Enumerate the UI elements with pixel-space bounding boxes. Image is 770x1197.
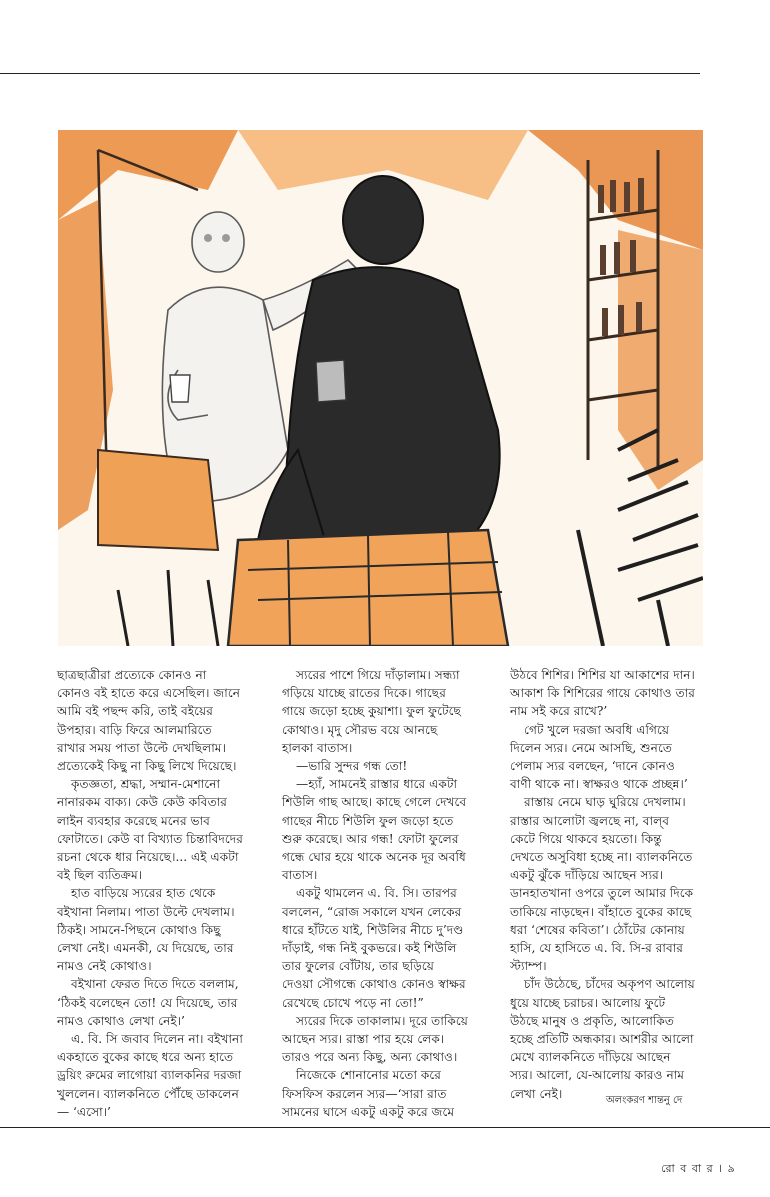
paragraph: উঠবে শিশির। শিশির যা আকাশের দান। আকাশ কি শিশিরের গায়ে কোথাও তার নাম সই করে রাখে?’ — [510, 668, 695, 719]
text-column-3 — [510, 666, 696, 1103]
paragraph: কৃতজ্ঞতা, শ্রদ্ধা, সম্মান-মেশানো নানারকম বাক্য। কেউ কেউ কবিতার লাইন ব্যবহার করেছে মনের ভাব ফোটাতে। কেউ বা বিখ্যাত চিন্তাবিদদের রচনা থেকে ধার নিয়েছে।... এই একটা বই ছিল ব্যতিক্রম। — [57, 777, 243, 883]
paragraph: হাত বাড়িয়ে স্যরের হাত থেকে বইখানা নিলাম। পাতা উল্টে দেখলাম। ঠিকই। সামনে-পিছনে কোথাও কিছু লেখা নেই। এমনকী, যে দিয়েছে, তার নামও নেই কোথাও। — [57, 886, 235, 974]
paragraph: নিজেকে শোনানোর মতো করে ফিসফিস করলেন স্যর—‘সারা রাত সামনের ঘাসে একটু একটু করে জমে — [282, 1068, 455, 1119]
top-rule — [0, 73, 700, 74]
paragraph: ছাত্রছাত্রীরা প্রত্যেকে কোনও না কোনও বই হাতে করে এসেছিল। জানে আমি বই পছন্দ করি, তাই বইয়ের উপহার। বাড়ি ফিরে আলমারিতে রাখার সময় পাতা উল্টে দেখছিলাম। প্রত্যেকেই কিছু না কিছু লিখে দিয়েছে। — [57, 668, 240, 774]
illustration-credit: অলংকরণ শান্তনু দে — [606, 1095, 683, 1106]
paragraph: স্যরের পাশে গিয়ে দাঁড়ালাম। সন্ধ্যা গড়িয়ে যাচ্ছে রাতের দিকে। গাছের গায়ে জড়ো হচ্ছে কুয়াশা। ফুল ফুটেছে কোথাও। মৃদু সৌরভ বয়ে আনছে হালকা বাতাস। — [282, 668, 461, 755]
bottom-rule — [0, 1127, 770, 1128]
paragraph: একটু থামলেন এ. বি. সি। তারপর বললেন, “রোজ সকালে যখন লেকের ধারে হাঁটতে যাই, শিউলির নীচে দু’দণ্ড দাঁড়াই, গন্ধ নিই বুকভরে। কই শিউলি তার ফুলের বোঁটায়, তার ছড়িয়ে দেওয়া সৌগন্ধে কোথাও কোনও স্বাক্ষর রেখেছে চোখে পড়ে না তো!” — [282, 886, 466, 1010]
page-footer: রো ব বা র । ৯ — [661, 1162, 736, 1175]
paragraph: এ. বি. সি জবাব দিলেন না। বইখানা একহাতে বুকের কাছে ধরে অন্য হাতে ড্রয়িং রুমের লাগোয়া ব্যালকনির দরজা খুললেন। ব্যালকনিতে পৌঁছে ডাকলেন— ‘এসো।’ — [57, 1032, 243, 1119]
paragraph: —ভারি সুন্দর গন্ধ তো! — [296, 759, 408, 774]
paragraph: —হ্যাঁ, সামনেই রাস্তার ধারে একটা শিউলি গাছ আছে। কাছে গেলে দেখবে গাছের নীচে শিউলি ফুল জড়ো হতে শুরু করেছে। আর গন্ধ! ফোটা ফুলের গন্ধে ঘোর হয়ে থাকে অনেক দূর অবধি বাতাস। — [282, 777, 467, 883]
paragraph: রাস্তায় নেমে ঘাড় ঘুরিয়ে দেখলাম। রাস্তার আলোটা জ্বলছে না, বাল্‌ব কেটে গিয়ে থাকবে হয়তো। কিন্তু দেখতে অসুবিধা হচ্ছে না। ব্যালকনিতে একটু ঝুঁকে দাঁড়িয়ে আছেন স্যর। ডানহাতখানা ওপরে তুলে আমার দিকে তাকিয়ে নাড়ছেন। বাঁহাতে বুকের কাছে ধরা ‘শেষের কবিতা’। ঠোঁটের কোনায় হাসি, যে হাসিতে এ. বি. সি-র রাবার স্ট্যাম্প। — [510, 795, 694, 974]
paragraph: গেট খুলে দরজা অবধি এগিয়ে দিলেন স্যর। নেমে আসছি, শুনতে পেলাম স্যর বলছেন, ‘দানে কোনও বাণী থাকে না। স্বাক্ষরও থাকে প্রচ্ছন্ন।’ — [510, 722, 688, 792]
illustration-art — [58, 130, 703, 646]
paragraph: বইখানা ফেরত দিতে দিতে বললাম, ‘ঠিকই বলেছেন তো! যে দিয়েছে, তার নামও কোথাও লেখা নেই।’ — [57, 977, 239, 1028]
illustration — [58, 130, 703, 646]
paragraph: স্যরের দিকে তাকালাম। দূরে তাকিয়ে আছেন স্যর। রাস্তা পার হয়ে লেক। তারও পরে অন্য কিছু, অন্য কোথাও। — [282, 1013, 468, 1065]
text-column-1 — [57, 666, 243, 1121]
paragraph: চাঁদ উঠেছে, চাঁদের অকৃপণ আলোয় ধুয়ে যাচ্ছে চরাচর। আলোয় ফুটে উঠছে মানুষ ও প্রকৃতি, আলোকিত হচ্ছে প্রতিটি অন্ধকার। আশরীর আলো মেখে ব্যালকনিতে দাঁড়িয়ে আছেন স্যর। আলো, যে-আলোয় কারও নাম লেখা নেই। — [510, 977, 695, 1101]
text-column-2 — [282, 666, 468, 1121]
